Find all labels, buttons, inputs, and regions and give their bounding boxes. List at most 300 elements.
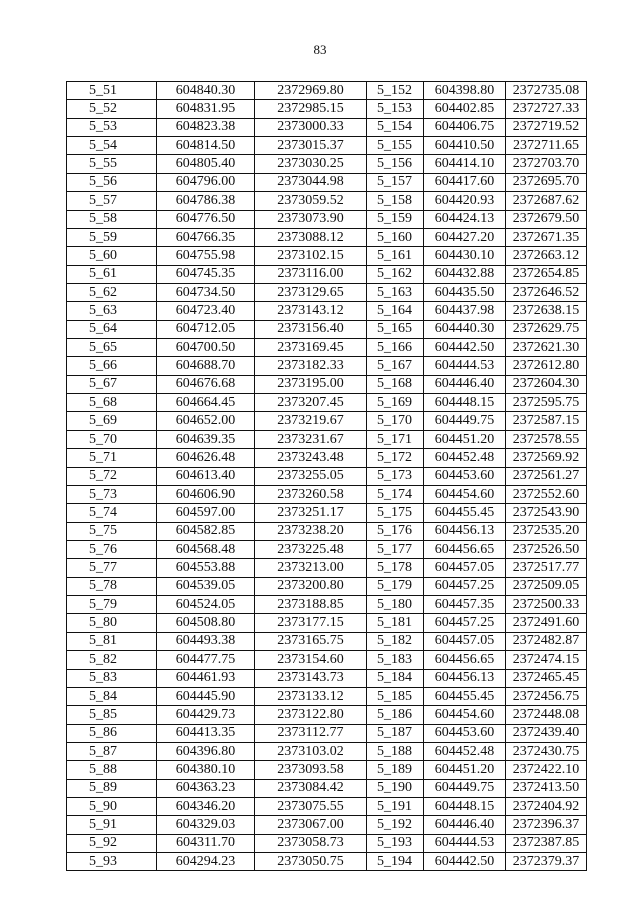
- table-cell-y-coordinate: 2373231.67: [255, 430, 367, 448]
- table-cell-y-coordinate-2: 2372719.52: [506, 118, 587, 136]
- table-cell-point-id-2: 5_185: [367, 687, 424, 705]
- table-cell-point-id: 5_56: [67, 173, 157, 191]
- table-row: [67, 687, 587, 705]
- table-cell-point-id: 5_65: [67, 339, 157, 357]
- table-cell-y-coordinate: 2373103.02: [255, 742, 367, 760]
- table-cell-y-coordinate: 2373238.20: [255, 522, 367, 540]
- table-cell-point-id-2: 5_176: [367, 522, 424, 540]
- table-cell-point-id: 5_58: [67, 210, 157, 228]
- table-cell-x-coordinate: 604805.40: [157, 155, 255, 173]
- table-cell-point-id-2: 5_154: [367, 118, 424, 136]
- table-row: [67, 798, 587, 816]
- table-row: [67, 559, 587, 577]
- table-cell-point-id: 5_80: [67, 614, 157, 632]
- table-cell-x-coordinate: 604606.90: [157, 485, 255, 503]
- table-cell-x-coordinate-2: 604453.60: [424, 724, 506, 742]
- table-cell-x-coordinate-2: 604457.25: [424, 577, 506, 595]
- table-cell-point-id-2: 5_153: [367, 100, 424, 118]
- table-cell-x-coordinate-2: 604456.65: [424, 540, 506, 558]
- table-cell-y-coordinate: 2373073.90: [255, 210, 367, 228]
- table-cell-y-coordinate: 2373116.00: [255, 265, 367, 283]
- table-cell-x-coordinate: 604413.35: [157, 724, 255, 742]
- table-cell-y-coordinate-2: 2372604.30: [506, 375, 587, 393]
- table-cell-y-coordinate: 2373000.33: [255, 118, 367, 136]
- table-cell-x-coordinate: 604597.00: [157, 504, 255, 522]
- table-cell-x-coordinate-2: 604437.98: [424, 302, 506, 320]
- table-cell-x-coordinate: 604840.30: [157, 82, 255, 100]
- table-cell-x-coordinate: 604461.93: [157, 669, 255, 687]
- table-cell-point-id: 5_51: [67, 82, 157, 100]
- table-cell-y-coordinate: 2373067.00: [255, 816, 367, 834]
- table-cell-x-coordinate: 604814.50: [157, 137, 255, 155]
- table-cell-x-coordinate-2: 604435.50: [424, 283, 506, 301]
- table-cell-point-id: 5_83: [67, 669, 157, 687]
- table-cell-point-id: 5_85: [67, 706, 157, 724]
- table-cell-y-coordinate-2: 2372543.90: [506, 504, 587, 522]
- table-cell-x-coordinate-2: 604456.13: [424, 669, 506, 687]
- table-cell-point-id-2: 5_171: [367, 430, 424, 448]
- table-cell-y-coordinate: 2373129.65: [255, 283, 367, 301]
- table-cell-y-coordinate: 2373243.48: [255, 449, 367, 467]
- table-cell-x-coordinate: 604363.23: [157, 779, 255, 797]
- table-row: [67, 118, 587, 136]
- table-cell-y-coordinate: 2373188.85: [255, 596, 367, 614]
- table-cell-y-coordinate: 2373225.48: [255, 540, 367, 558]
- table-cell-point-id-2: 5_194: [367, 853, 424, 871]
- table-row: [67, 706, 587, 724]
- table-cell-point-id: 5_81: [67, 632, 157, 650]
- table-cell-point-id-2: 5_178: [367, 559, 424, 577]
- table-cell-point-id: 5_67: [67, 375, 157, 393]
- table-cell-point-id: 5_91: [67, 816, 157, 834]
- table-cell-point-id-2: 5_170: [367, 412, 424, 430]
- table-row: [67, 614, 587, 632]
- table-cell-x-coordinate: 604380.10: [157, 761, 255, 779]
- table-cell-y-coordinate: 2373207.45: [255, 394, 367, 412]
- table-cell-x-coordinate: 604396.80: [157, 742, 255, 760]
- table-cell-x-coordinate-2: 604442.50: [424, 339, 506, 357]
- table-cell-x-coordinate: 604445.90: [157, 687, 255, 705]
- table-cell-x-coordinate-2: 604448.15: [424, 798, 506, 816]
- table-cell-y-coordinate-2: 2372629.75: [506, 320, 587, 338]
- table-cell-point-id-2: 5_168: [367, 375, 424, 393]
- table-row: [67, 596, 587, 614]
- table-cell-point-id: 5_75: [67, 522, 157, 540]
- table-cell-point-id: 5_61: [67, 265, 157, 283]
- table-cell-y-coordinate: 2372969.80: [255, 82, 367, 100]
- table-cell-y-coordinate-2: 2372474.15: [506, 651, 587, 669]
- table-row: [67, 651, 587, 669]
- table-cell-y-coordinate: 2373059.52: [255, 192, 367, 210]
- table-cell-y-coordinate-2: 2372561.27: [506, 467, 587, 485]
- table-cell-x-coordinate-2: 604451.20: [424, 761, 506, 779]
- table-row: [67, 485, 587, 503]
- table-cell-y-coordinate: 2373255.05: [255, 467, 367, 485]
- table-cell-y-coordinate-2: 2372671.35: [506, 228, 587, 246]
- table-cell-point-id-2: 5_191: [367, 798, 424, 816]
- table-row: [67, 761, 587, 779]
- table-cell-x-coordinate-2: 604455.45: [424, 687, 506, 705]
- table-cell-y-coordinate: 2373133.12: [255, 687, 367, 705]
- table-cell-y-coordinate-2: 2372430.75: [506, 742, 587, 760]
- table-row: [67, 742, 587, 760]
- table-cell-x-coordinate: 604723.40: [157, 302, 255, 320]
- table-cell-y-coordinate-2: 2372638.15: [506, 302, 587, 320]
- table-cell-x-coordinate-2: 604417.60: [424, 173, 506, 191]
- table-cell-x-coordinate-2: 604414.10: [424, 155, 506, 173]
- table-cell-y-coordinate: 2373030.25: [255, 155, 367, 173]
- table-row: [67, 779, 587, 797]
- table-cell-point-id-2: 5_160: [367, 228, 424, 246]
- table-cell-x-coordinate: 604745.35: [157, 265, 255, 283]
- table-cell-y-coordinate: 2372985.15: [255, 100, 367, 118]
- table-cell-x-coordinate: 604786.38: [157, 192, 255, 210]
- table-cell-y-coordinate-2: 2372612.80: [506, 357, 587, 375]
- table-cell-point-id-2: 5_156: [367, 155, 424, 173]
- table-cell-x-coordinate: 604688.70: [157, 357, 255, 375]
- table-cell-y-coordinate-2: 2372695.70: [506, 173, 587, 191]
- table-cell-y-coordinate: 2373075.55: [255, 798, 367, 816]
- table-cell-x-coordinate: 604508.80: [157, 614, 255, 632]
- table-cell-point-id: 5_63: [67, 302, 157, 320]
- table-cell-y-coordinate-2: 2372517.77: [506, 559, 587, 577]
- table-cell-x-coordinate-2: 604402.85: [424, 100, 506, 118]
- table-cell-y-coordinate-2: 2372509.05: [506, 577, 587, 595]
- table-cell-x-coordinate-2: 604453.60: [424, 467, 506, 485]
- table-cell-point-id-2: 5_166: [367, 339, 424, 357]
- table-cell-point-id-2: 5_169: [367, 394, 424, 412]
- table-cell-x-coordinate-2: 604427.20: [424, 228, 506, 246]
- table-cell-x-coordinate: 604346.20: [157, 798, 255, 816]
- table-cell-y-coordinate: 2373195.00: [255, 375, 367, 393]
- table-cell-y-coordinate-2: 2372727.33: [506, 100, 587, 118]
- table-cell-x-coordinate-2: 604442.50: [424, 853, 506, 871]
- table-cell-point-id: 5_71: [67, 449, 157, 467]
- table-cell-point-id-2: 5_192: [367, 816, 424, 834]
- table-cell-point-id-2: 5_152: [367, 82, 424, 100]
- table-cell-y-coordinate: 2373122.80: [255, 706, 367, 724]
- table-cell-point-id-2: 5_163: [367, 283, 424, 301]
- table-cell-x-coordinate: 604524.05: [157, 596, 255, 614]
- table-cell-y-coordinate-2: 2372526.50: [506, 540, 587, 558]
- table-cell-x-coordinate-2: 604420.93: [424, 192, 506, 210]
- table-cell-y-coordinate-2: 2372439.40: [506, 724, 587, 742]
- table-cell-y-coordinate-2: 2372482.87: [506, 632, 587, 650]
- table-cell-x-coordinate-2: 604457.05: [424, 632, 506, 650]
- table-cell-point-id: 5_70: [67, 430, 157, 448]
- table-cell-x-coordinate-2: 604457.05: [424, 559, 506, 577]
- table-cell-x-coordinate-2: 604406.75: [424, 118, 506, 136]
- page-number: 83: [313, 42, 327, 57]
- table-cell-x-coordinate-2: 604444.53: [424, 834, 506, 852]
- table-cell-y-coordinate: 2373219.67: [255, 412, 367, 430]
- table-cell-point-id: 5_59: [67, 228, 157, 246]
- table-cell-point-id-2: 5_182: [367, 632, 424, 650]
- table-cell-point-id: 5_60: [67, 247, 157, 265]
- table-cell-x-coordinate: 604734.50: [157, 283, 255, 301]
- table-cell-y-coordinate-2: 2372711.65: [506, 137, 587, 155]
- table-cell-x-coordinate-2: 604410.50: [424, 137, 506, 155]
- table-cell-x-coordinate-2: 604449.75: [424, 779, 506, 797]
- table-cell-point-id: 5_90: [67, 798, 157, 816]
- table-cell-y-coordinate-2: 2372456.75: [506, 687, 587, 705]
- table-cell-x-coordinate-2: 604454.60: [424, 706, 506, 724]
- table-cell-x-coordinate: 604676.68: [157, 375, 255, 393]
- table-cell-y-coordinate: 2373015.37: [255, 137, 367, 155]
- table-cell-y-coordinate: 2373165.75: [255, 632, 367, 650]
- table-cell-point-id: 5_64: [67, 320, 157, 338]
- table-row: [67, 155, 587, 173]
- table-cell-point-id-2: 5_184: [367, 669, 424, 687]
- table-row: [67, 467, 587, 485]
- table-cell-point-id-2: 5_158: [367, 192, 424, 210]
- table-cell-point-id: 5_82: [67, 651, 157, 669]
- table-cell-y-coordinate: 2373177.15: [255, 614, 367, 632]
- table-cell-y-coordinate-2: 2372396.37: [506, 816, 587, 834]
- table-cell-y-coordinate-2: 2372735.08: [506, 82, 587, 100]
- table-cell-y-coordinate: 2373044.98: [255, 173, 367, 191]
- table-cell-x-coordinate: 604831.95: [157, 100, 255, 118]
- table-cell-point-id: 5_55: [67, 155, 157, 173]
- table-cell-y-coordinate: 2373169.45: [255, 339, 367, 357]
- table-cell-y-coordinate: 2373143.73: [255, 669, 367, 687]
- table-cell-x-coordinate-2: 604444.53: [424, 357, 506, 375]
- table-cell-y-coordinate: 2373154.60: [255, 651, 367, 669]
- table-cell-y-coordinate-2: 2372621.30: [506, 339, 587, 357]
- table-row: [67, 339, 587, 357]
- table-row: [67, 834, 587, 852]
- table-cell-point-id: 5_79: [67, 596, 157, 614]
- table-row: [67, 210, 587, 228]
- table-cell-y-coordinate-2: 2372552.60: [506, 485, 587, 503]
- table-cell-x-coordinate-2: 604432.88: [424, 265, 506, 283]
- table-cell-x-coordinate: 604639.35: [157, 430, 255, 448]
- table-cell-x-coordinate-2: 604455.45: [424, 504, 506, 522]
- table-row: [67, 265, 587, 283]
- table-cell-x-coordinate-2: 604424.13: [424, 210, 506, 228]
- table-cell-y-coordinate-2: 2372595.75: [506, 394, 587, 412]
- table-row: [67, 357, 587, 375]
- table-cell-y-coordinate: 2373213.00: [255, 559, 367, 577]
- table-cell-point-id-2: 5_186: [367, 706, 424, 724]
- table-cell-x-coordinate: 604539.05: [157, 577, 255, 595]
- table-row: [67, 394, 587, 412]
- table-cell-x-coordinate-2: 604449.75: [424, 412, 506, 430]
- table-cell-x-coordinate-2: 604430.10: [424, 247, 506, 265]
- table-row: [67, 853, 587, 871]
- table-cell-x-coordinate: 604796.00: [157, 173, 255, 191]
- table-cell-x-coordinate: 604582.85: [157, 522, 255, 540]
- table-cell-x-coordinate: 604477.75: [157, 651, 255, 669]
- table-cell-y-coordinate: 2373050.75: [255, 853, 367, 871]
- table-cell-y-coordinate: 2373143.12: [255, 302, 367, 320]
- table-cell-x-coordinate-2: 604451.20: [424, 430, 506, 448]
- table-cell-y-coordinate-2: 2372448.08: [506, 706, 587, 724]
- table-cell-x-coordinate-2: 604446.40: [424, 816, 506, 834]
- table-cell-y-coordinate-2: 2372379.37: [506, 853, 587, 871]
- table-cell-y-coordinate-2: 2372679.50: [506, 210, 587, 228]
- table-cell-x-coordinate-2: 604398.80: [424, 82, 506, 100]
- table-cell-y-coordinate-2: 2372587.15: [506, 412, 587, 430]
- table-cell-y-coordinate: 2373200.80: [255, 577, 367, 595]
- table-cell-point-id-2: 5_193: [367, 834, 424, 852]
- table-row: [67, 375, 587, 393]
- table-cell-x-coordinate: 604823.38: [157, 118, 255, 136]
- table-cell-y-coordinate: 2373058.73: [255, 834, 367, 852]
- table-cell-point-id: 5_88: [67, 761, 157, 779]
- table-row: [67, 283, 587, 301]
- table-cell-x-coordinate-2: 604457.25: [424, 614, 506, 632]
- table-cell-x-coordinate: 604311.70: [157, 834, 255, 852]
- table-row: [67, 320, 587, 338]
- table-cell-x-coordinate: 604700.50: [157, 339, 255, 357]
- table-cell-point-id-2: 5_181: [367, 614, 424, 632]
- table-row: [67, 137, 587, 155]
- table-cell-y-coordinate: 2373088.12: [255, 228, 367, 246]
- table-cell-y-coordinate-2: 2372500.33: [506, 596, 587, 614]
- table-cell-point-id: 5_76: [67, 540, 157, 558]
- table-row: [67, 192, 587, 210]
- table-row: [67, 302, 587, 320]
- table-cell-x-coordinate: 604568.48: [157, 540, 255, 558]
- table-cell-point-id-2: 5_177: [367, 540, 424, 558]
- table-cell-y-coordinate: 2373260.58: [255, 485, 367, 503]
- table-cell-point-id: 5_84: [67, 687, 157, 705]
- table-cell-point-id-2: 5_162: [367, 265, 424, 283]
- table-cell-y-coordinate-2: 2372646.52: [506, 283, 587, 301]
- table-cell-point-id: 5_89: [67, 779, 157, 797]
- table-cell-x-coordinate: 604664.45: [157, 394, 255, 412]
- table-cell-y-coordinate-2: 2372413.50: [506, 779, 587, 797]
- table-row: [67, 82, 587, 100]
- table-cell-point-id-2: 5_179: [367, 577, 424, 595]
- table-cell-point-id-2: 5_167: [367, 357, 424, 375]
- table-cell-x-coordinate-2: 604452.48: [424, 742, 506, 760]
- table-cell-x-coordinate-2: 604457.35: [424, 596, 506, 614]
- table-cell-point-id-2: 5_173: [367, 467, 424, 485]
- table-cell-y-coordinate-2: 2372422.10: [506, 761, 587, 779]
- table-cell-x-coordinate: 604766.35: [157, 228, 255, 246]
- table-cell-point-id-2: 5_164: [367, 302, 424, 320]
- coordinates-table-body: [67, 82, 587, 871]
- table-cell-y-coordinate: 2373084.42: [255, 779, 367, 797]
- table-cell-point-id: 5_69: [67, 412, 157, 430]
- table-cell-y-coordinate-2: 2372569.92: [506, 449, 587, 467]
- table-row: [67, 669, 587, 687]
- table-cell-point-id-2: 5_161: [367, 247, 424, 265]
- table-cell-point-id-2: 5_174: [367, 485, 424, 503]
- table-cell-point-id: 5_87: [67, 742, 157, 760]
- table-cell-y-coordinate-2: 2372387.85: [506, 834, 587, 852]
- table-cell-point-id-2: 5_165: [367, 320, 424, 338]
- table-cell-y-coordinate-2: 2372404.92: [506, 798, 587, 816]
- table-row: [67, 449, 587, 467]
- table-cell-x-coordinate: 604652.00: [157, 412, 255, 430]
- table-cell-point-id: 5_74: [67, 504, 157, 522]
- table-cell-x-coordinate: 604626.48: [157, 449, 255, 467]
- table-cell-point-id: 5_54: [67, 137, 157, 155]
- table-cell-y-coordinate-2: 2372465.45: [506, 669, 587, 687]
- table-row: [67, 504, 587, 522]
- table-cell-point-id: 5_92: [67, 834, 157, 852]
- table-cell-point-id-2: 5_172: [367, 449, 424, 467]
- table-cell-point-id-2: 5_159: [367, 210, 424, 228]
- table-cell-y-coordinate: 2373093.58: [255, 761, 367, 779]
- table-cell-y-coordinate: 2373251.17: [255, 504, 367, 522]
- table-cell-y-coordinate: 2373156.40: [255, 320, 367, 338]
- table-cell-x-coordinate: 604613.40: [157, 467, 255, 485]
- table-cell-x-coordinate-2: 604448.15: [424, 394, 506, 412]
- table-cell-point-id: 5_86: [67, 724, 157, 742]
- table-cell-y-coordinate-2: 2372535.20: [506, 522, 587, 540]
- table-cell-y-coordinate-2: 2372687.62: [506, 192, 587, 210]
- table-cell-point-id: 5_72: [67, 467, 157, 485]
- table-cell-x-coordinate: 604429.73: [157, 706, 255, 724]
- table-cell-point-id: 5_93: [67, 853, 157, 871]
- table-cell-x-coordinate-2: 604456.65: [424, 651, 506, 669]
- table-cell-point-id-2: 5_190: [367, 779, 424, 797]
- table-row: [67, 430, 587, 448]
- table-cell-point-id-2: 5_183: [367, 651, 424, 669]
- table-cell-point-id-2: 5_155: [367, 137, 424, 155]
- coordinates-table: [66, 81, 587, 871]
- table-cell-point-id: 5_53: [67, 118, 157, 136]
- table-cell-y-coordinate-2: 2372654.85: [506, 265, 587, 283]
- table-cell-x-coordinate-2: 604446.40: [424, 375, 506, 393]
- table-cell-x-coordinate: 604553.88: [157, 559, 255, 577]
- table-cell-x-coordinate: 604755.98: [157, 247, 255, 265]
- table-cell-point-id-2: 5_188: [367, 742, 424, 760]
- table-cell-x-coordinate: 604712.05: [157, 320, 255, 338]
- table-row: [67, 247, 587, 265]
- table-row: [67, 577, 587, 595]
- table-cell-point-id: 5_57: [67, 192, 157, 210]
- table-row: [67, 412, 587, 430]
- table-cell-x-coordinate-2: 604454.60: [424, 485, 506, 503]
- table-cell-y-coordinate: 2373102.15: [255, 247, 367, 265]
- table-cell-x-coordinate-2: 604440.30: [424, 320, 506, 338]
- table-cell-point-id: 5_52: [67, 100, 157, 118]
- table-row: [67, 173, 587, 191]
- table-cell-point-id-2: 5_187: [367, 724, 424, 742]
- table-cell-x-coordinate-2: 604452.48: [424, 449, 506, 467]
- table-cell-point-id: 5_77: [67, 559, 157, 577]
- table-cell-point-id-2: 5_189: [367, 761, 424, 779]
- table-row: [67, 632, 587, 650]
- table-row: [67, 100, 587, 118]
- table-row: [67, 228, 587, 246]
- table-cell-point-id: 5_62: [67, 283, 157, 301]
- table-cell-point-id: 5_68: [67, 394, 157, 412]
- table-cell-point-id: 5_66: [67, 357, 157, 375]
- table-row: [67, 816, 587, 834]
- table-row: [67, 540, 587, 558]
- table-cell-point-id-2: 5_180: [367, 596, 424, 614]
- table-cell-y-coordinate-2: 2372703.70: [506, 155, 587, 173]
- table-cell-x-coordinate: 604329.03: [157, 816, 255, 834]
- table-cell-point-id-2: 5_175: [367, 504, 424, 522]
- table-row: [67, 522, 587, 540]
- table-row: [67, 724, 587, 742]
- table-cell-x-coordinate: 604493.38: [157, 632, 255, 650]
- table-cell-y-coordinate-2: 2372491.60: [506, 614, 587, 632]
- table-cell-point-id: 5_73: [67, 485, 157, 503]
- table-cell-y-coordinate: 2373182.33: [255, 357, 367, 375]
- table-cell-y-coordinate-2: 2372663.12: [506, 247, 587, 265]
- table-cell-x-coordinate: 604776.50: [157, 210, 255, 228]
- table-cell-point-id-2: 5_157: [367, 173, 424, 191]
- table-cell-x-coordinate-2: 604456.13: [424, 522, 506, 540]
